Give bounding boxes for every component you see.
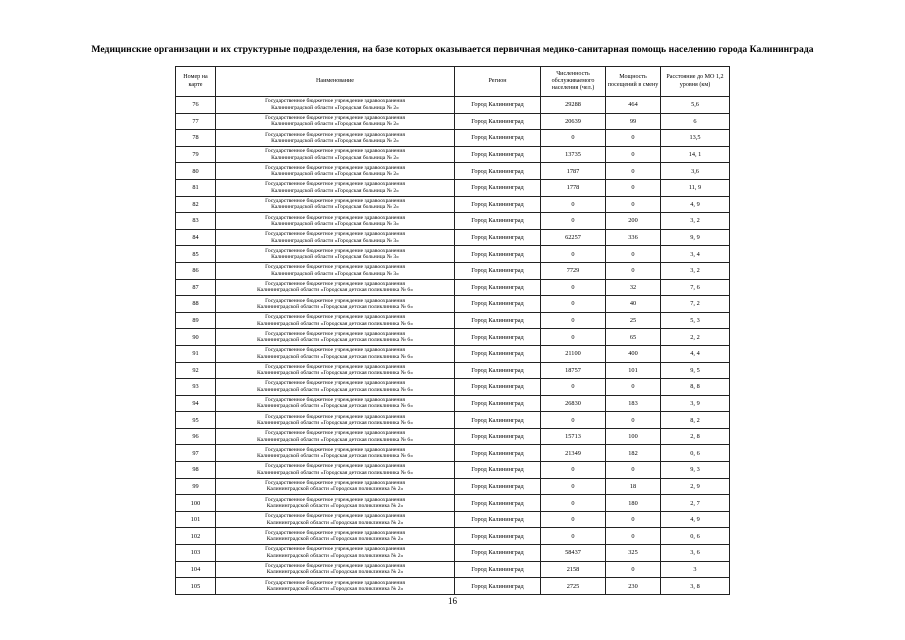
cell-region: Город Калининград — [455, 362, 541, 379]
cell-capacity: 100 — [606, 428, 661, 445]
cell-region: Город Калининград — [455, 229, 541, 246]
name-line-1: Государственное бюджетное учреждение здравоохранения — [265, 314, 405, 321]
cell-region: Город Калининград — [455, 196, 541, 213]
cell-population: 7729 — [541, 262, 606, 279]
name-line-2: Калининградской области «Городская больница № 2» — [271, 171, 399, 178]
table-row — [176, 362, 730, 379]
name-line-2: Калининградской области «Городская детская поликлиника № 6» — [256, 287, 413, 294]
name-line-2: Калининградской области «Городская поликлиника № 2» — [266, 569, 404, 576]
cell-name — [216, 113, 455, 130]
cell-capacity: 0 — [606, 130, 661, 147]
cell-name — [216, 196, 455, 213]
cell-capacity: 0 — [606, 379, 661, 396]
cell-population: 0 — [541, 495, 606, 512]
cell-distance: 3 — [661, 561, 730, 578]
cell-population: 0 — [541, 196, 606, 213]
cell-region: Город Калининград — [455, 561, 541, 578]
cell-population: 0 — [541, 312, 606, 329]
table-row — [176, 462, 730, 479]
cell-capacity: 0 — [606, 561, 661, 578]
cell-capacity: 336 — [606, 229, 661, 246]
name-line-2: Калининградской области «Городская больница № 3» — [271, 270, 399, 277]
cell-name — [216, 511, 455, 528]
cell-population: 0 — [541, 213, 606, 230]
cell-population: 0 — [541, 412, 606, 429]
cell-capacity: 0 — [606, 146, 661, 163]
cell-capacity: 0 — [606, 163, 661, 180]
name-line-2: Калининградской области «Городская больница № 3» — [271, 254, 399, 261]
name-line-1: Государственное бюджетное учреждение здравоохранения — [265, 330, 405, 337]
table-row — [176, 130, 730, 147]
table-row — [176, 545, 730, 562]
cell-name — [216, 130, 455, 147]
name-line-2: Калининградской области «Городская детская поликлиника № 6» — [256, 303, 413, 310]
cell-population: 0 — [541, 130, 606, 147]
cell-map-number: 99 — [176, 478, 216, 495]
cell-distance: 14, 1 — [661, 146, 730, 163]
table-row — [176, 179, 730, 196]
table-row — [176, 146, 730, 163]
cell-map-number: 87 — [176, 279, 216, 296]
cell-name — [216, 428, 455, 445]
name-line-1: Государственное бюджетное учреждение здравоохранения — [265, 264, 405, 271]
cell-population: 0 — [541, 296, 606, 313]
cell-name — [216, 97, 455, 114]
table-row — [176, 578, 730, 595]
cell-map-number: 81 — [176, 179, 216, 196]
table-row — [176, 296, 730, 313]
cell-region: Город Калининград — [455, 379, 541, 396]
cell-capacity: 0 — [606, 196, 661, 213]
cell-name — [216, 528, 455, 545]
cell-population: 13735 — [541, 146, 606, 163]
cell-map-number: 84 — [176, 229, 216, 246]
name-line-2: Калининградской области «Городская поликлиника № 2» — [266, 536, 404, 543]
name-line-1: Государственное бюджетное учреждение здравоохранения — [265, 579, 405, 586]
cell-capacity: 0 — [606, 262, 661, 279]
cell-population: 2158 — [541, 561, 606, 578]
cell-region: Город Калининград — [455, 395, 541, 412]
cell-capacity: 0 — [606, 462, 661, 479]
cell-distance: 5,6 — [661, 97, 730, 114]
cell-capacity: 325 — [606, 545, 661, 562]
cell-population: 0 — [541, 379, 606, 396]
table-row — [176, 561, 730, 578]
cell-capacity: 0 — [606, 528, 661, 545]
cell-capacity: 101 — [606, 362, 661, 379]
cell-name — [216, 179, 455, 196]
name-line-1: Государственное бюджетное учреждение здравоохранения — [265, 197, 405, 204]
cell-name — [216, 246, 455, 263]
cell-map-number: 83 — [176, 213, 216, 230]
cell-capacity: 99 — [606, 113, 661, 130]
cell-population: 21349 — [541, 445, 606, 462]
cell-region: Город Калининград — [455, 296, 541, 313]
cell-region: Город Калининград — [455, 312, 541, 329]
table-row — [176, 395, 730, 412]
name-line-1: Государственное бюджетное учреждение здравоохранения — [265, 231, 405, 238]
name-line-1: Государственное бюджетное учреждение здравоохранения — [265, 347, 405, 354]
cell-map-number: 92 — [176, 362, 216, 379]
cell-map-number: 100 — [176, 495, 216, 512]
name-line-2: Калининградской области «Городская больница № 2» — [271, 154, 399, 161]
cell-region: Город Калининград — [455, 478, 541, 495]
cell-distance: 4, 9 — [661, 196, 730, 213]
page-title: Медицинские организации и их структурные подразделения, на базе которых оказывается первичная медико-санитарная помощь населению города Калининграда — [91, 44, 814, 55]
table-row — [176, 329, 730, 346]
name-line-2: Калининградской области «Городская больница № 2» — [271, 137, 399, 144]
cell-distance: 11, 9 — [661, 179, 730, 196]
cell-name — [216, 279, 455, 296]
cell-name — [216, 561, 455, 578]
table-row — [176, 246, 730, 263]
table-row — [176, 495, 730, 512]
cell-distance: 5, 3 — [661, 312, 730, 329]
table-row — [176, 428, 730, 445]
name-line-1: Государственное бюджетное учреждение здравоохранения — [265, 513, 405, 520]
cell-name — [216, 296, 455, 313]
cell-population: 2725 — [541, 578, 606, 595]
cell-map-number: 76 — [176, 97, 216, 114]
cell-population: 0 — [541, 279, 606, 296]
name-line-2: Калининградской области «Городская больница № 3» — [271, 237, 399, 244]
cell-population: 0 — [541, 462, 606, 479]
cell-distance: 9, 9 — [661, 229, 730, 246]
cell-name — [216, 478, 455, 495]
cell-map-number: 77 — [176, 113, 216, 130]
cell-distance: 0, 6 — [661, 445, 730, 462]
cell-region: Город Калининград — [455, 578, 541, 595]
table-row — [176, 528, 730, 545]
name-line-1: Государственное бюджетное учреждение здравоохранения — [265, 496, 405, 503]
table-row — [176, 196, 730, 213]
cell-capacity: 40 — [606, 296, 661, 313]
cell-region: Город Калининград — [455, 545, 541, 562]
table-row — [176, 97, 730, 114]
name-line-2: Калининградской области «Городская больница № 3» — [271, 220, 399, 227]
cell-distance: 0, 6 — [661, 528, 730, 545]
cell-distance: 6 — [661, 113, 730, 130]
table-row — [176, 478, 730, 495]
cell-name — [216, 379, 455, 396]
cell-capacity: 18 — [606, 478, 661, 495]
name-line-2: Калининградской области «Городская детская поликлиника № 6» — [256, 453, 413, 460]
name-line-2: Калининградской области «Городская детская поликлиника № 6» — [256, 353, 413, 360]
table-row — [176, 345, 730, 362]
cell-map-number: 96 — [176, 428, 216, 445]
cell-capacity: 0 — [606, 246, 661, 263]
cell-name — [216, 146, 455, 163]
name-line-1: Государственное бюджетное учреждение здравоохранения — [265, 413, 405, 420]
name-line-1: Государственное бюджетное учреждение здравоохранения — [265, 247, 405, 254]
page-number: 16 — [448, 596, 457, 606]
table-row — [176, 379, 730, 396]
cell-region: Город Калининград — [455, 262, 541, 279]
cell-capacity: 65 — [606, 329, 661, 346]
cell-region: Город Калининград — [455, 163, 541, 180]
cell-name — [216, 395, 455, 412]
cell-name — [216, 262, 455, 279]
cell-population: 1778 — [541, 179, 606, 196]
cell-capacity: 25 — [606, 312, 661, 329]
name-line-1: Государственное бюджетное учреждение здравоохранения — [265, 164, 405, 171]
cell-distance: 3, 9 — [661, 395, 730, 412]
name-line-2: Калининградской области «Городская больница № 2» — [271, 204, 399, 211]
cell-name — [216, 445, 455, 462]
cell-population: 18757 — [541, 362, 606, 379]
cell-name — [216, 578, 455, 595]
name-line-2: Калининградской области «Городская больница № 2» — [271, 121, 399, 128]
cell-map-number: 90 — [176, 329, 216, 346]
name-line-2: Калининградской области «Городская поликлиника № 2» — [266, 486, 404, 493]
cell-capacity: 0 — [606, 412, 661, 429]
name-line-2: Калининградской области «Городская больница № 2» — [271, 104, 399, 111]
cell-name — [216, 462, 455, 479]
name-line-1: Государственное бюджетное учреждение здравоохранения — [265, 214, 405, 221]
name-line-2: Калининградской области «Городская детская поликлиника № 6» — [256, 320, 413, 327]
cell-distance: 2, 2 — [661, 329, 730, 346]
name-line-2: Калининградской области «Городская поликлиника № 2» — [266, 552, 404, 559]
cell-population: 20639 — [541, 113, 606, 130]
name-line-1: Государственное бюджетное учреждение здравоохранения — [265, 131, 405, 138]
cell-distance: 9, 3 — [661, 462, 730, 479]
cell-region: Город Калининград — [455, 345, 541, 362]
name-line-2: Калининградской области «Городская детская поликлиника № 6» — [256, 436, 413, 443]
cell-region: Город Калининград — [455, 528, 541, 545]
cell-name — [216, 412, 455, 429]
cell-map-number: 79 — [176, 146, 216, 163]
organizations-table — [175, 66, 730, 595]
cell-map-number: 91 — [176, 345, 216, 362]
cell-distance: 4, 9 — [661, 511, 730, 528]
cell-region: Город Калининград — [455, 329, 541, 346]
table-header-row — [176, 67, 730, 97]
cell-map-number: 103 — [176, 545, 216, 562]
name-line-2: Калининградской области «Городская больница № 2» — [271, 187, 399, 194]
name-line-1: Государственное бюджетное учреждение здравоохранения — [265, 446, 405, 453]
cell-name — [216, 213, 455, 230]
cell-map-number: 105 — [176, 578, 216, 595]
header-name: Наименование — [216, 67, 455, 97]
name-line-1: Государственное бюджетное учреждение здравоохранения — [265, 380, 405, 387]
cell-region: Город Калининград — [455, 279, 541, 296]
name-line-1: Государственное бюджетное учреждение здравоохранения — [265, 98, 405, 105]
cell-capacity: 0 — [606, 511, 661, 528]
cell-name — [216, 495, 455, 512]
cell-distance: 3, 8 — [661, 578, 730, 595]
cell-distance: 9, 5 — [661, 362, 730, 379]
cell-population: 0 — [541, 329, 606, 346]
cell-map-number: 95 — [176, 412, 216, 429]
name-line-1: Государственное бюджетное учреждение здравоохранения — [265, 114, 405, 121]
name-line-1: Государственное бюджетное учреждение здравоохранения — [265, 546, 405, 553]
cell-map-number: 89 — [176, 312, 216, 329]
cell-distance: 2, 7 — [661, 495, 730, 512]
cell-population: 0 — [541, 478, 606, 495]
cell-population: 58437 — [541, 545, 606, 562]
cell-region: Город Калининград — [455, 428, 541, 445]
header-capacity: Мощность посещений в смену — [606, 67, 661, 97]
cell-map-number: 97 — [176, 445, 216, 462]
cell-region: Город Калининград — [455, 495, 541, 512]
table-row — [176, 213, 730, 230]
cell-distance: 3, 2 — [661, 262, 730, 279]
cell-region: Город Калининград — [455, 146, 541, 163]
cell-name — [216, 329, 455, 346]
header-distance: Расстояние до МО 1,2 уровня (км) — [661, 67, 730, 97]
table-row — [176, 312, 730, 329]
cell-population: 21100 — [541, 345, 606, 362]
cell-region: Город Калининград — [455, 97, 541, 114]
cell-map-number: 88 — [176, 296, 216, 313]
name-line-1: Государственное бюджетное учреждение здравоохранения — [265, 563, 405, 570]
name-line-2: Калининградской области «Городская поликлиника № 2» — [266, 586, 404, 593]
cell-distance: 7, 2 — [661, 296, 730, 313]
cell-population: 0 — [541, 246, 606, 263]
name-line-1: Государственное бюджетное учреждение здравоохранения — [265, 397, 405, 404]
table-container — [175, 66, 729, 595]
cell-distance: 3, 6 — [661, 545, 730, 562]
table-row — [176, 445, 730, 462]
cell-distance: 2, 8 — [661, 428, 730, 445]
cell-map-number: 86 — [176, 262, 216, 279]
table-row — [176, 229, 730, 246]
cell-map-number: 94 — [176, 395, 216, 412]
name-line-2: Калининградской области «Городская поликлиника № 2» — [266, 503, 404, 510]
table-row — [176, 262, 730, 279]
header-region: Регион — [455, 67, 541, 97]
name-line-2: Калининградской области «Городская детская поликлиника № 6» — [256, 337, 413, 344]
cell-capacity: 400 — [606, 345, 661, 362]
cell-population: 26830 — [541, 395, 606, 412]
cell-map-number: 85 — [176, 246, 216, 263]
cell-map-number: 104 — [176, 561, 216, 578]
header-map-number: Номер на карте — [176, 67, 216, 97]
name-line-1: Государственное бюджетное учреждение здравоохранения — [265, 297, 405, 304]
cell-region: Город Калининград — [455, 412, 541, 429]
cell-map-number: 80 — [176, 163, 216, 180]
cell-distance: 7, 6 — [661, 279, 730, 296]
name-line-2: Калининградской области «Городская детская поликлиника № 6» — [256, 469, 413, 476]
cell-region: Город Калининград — [455, 246, 541, 263]
name-line-1: Государственное бюджетное учреждение здравоохранения — [265, 280, 405, 287]
cell-map-number: 93 — [176, 379, 216, 396]
name-line-1: Государственное бюджетное учреждение здравоохранения — [265, 480, 405, 487]
name-line-2: Калининградской области «Городская детская поликлиника № 6» — [256, 386, 413, 393]
cell-region: Город Калининград — [455, 445, 541, 462]
name-line-2: Калининградской области «Городская поликлиника № 2» — [266, 519, 404, 526]
cell-region: Город Калининград — [455, 462, 541, 479]
header-population: Численность обслуживаемого населения (чел.) — [541, 67, 606, 97]
cell-distance: 3,6 — [661, 163, 730, 180]
cell-capacity: 182 — [606, 445, 661, 462]
cell-map-number: 101 — [176, 511, 216, 528]
cell-name — [216, 545, 455, 562]
cell-region: Город Калининград — [455, 179, 541, 196]
cell-region: Город Калининград — [455, 511, 541, 528]
cell-map-number: 102 — [176, 528, 216, 545]
table-body — [176, 97, 730, 595]
cell-distance: 3, 4 — [661, 246, 730, 263]
cell-name — [216, 229, 455, 246]
cell-distance: 8, 8 — [661, 379, 730, 396]
name-line-2: Калининградской области «Городская детская поликлиника № 6» — [256, 370, 413, 377]
cell-capacity: 0 — [606, 179, 661, 196]
cell-capacity: 183 — [606, 395, 661, 412]
cell-map-number: 82 — [176, 196, 216, 213]
cell-population: 1787 — [541, 163, 606, 180]
cell-population: 29288 — [541, 97, 606, 114]
cell-population: 0 — [541, 528, 606, 545]
cell-capacity: 32 — [606, 279, 661, 296]
cell-map-number: 78 — [176, 130, 216, 147]
cell-capacity: 200 — [606, 213, 661, 230]
cell-distance: 8, 2 — [661, 412, 730, 429]
table-row — [176, 511, 730, 528]
table-row — [176, 113, 730, 130]
cell-population: 62257 — [541, 229, 606, 246]
cell-region: Город Калининград — [455, 130, 541, 147]
name-line-1: Государственное бюджетное учреждение здравоохранения — [265, 430, 405, 437]
name-line-1: Государственное бюджетное учреждение здравоохранения — [265, 148, 405, 155]
cell-name — [216, 312, 455, 329]
cell-capacity: 464 — [606, 97, 661, 114]
name-line-1: Государственное бюджетное учреждение здравоохранения — [265, 463, 405, 470]
cell-population: 15713 — [541, 428, 606, 445]
name-line-2: Калининградской области «Городская детская поликлиника № 6» — [256, 420, 413, 427]
cell-capacity: 180 — [606, 495, 661, 512]
cell-capacity: 230 — [606, 578, 661, 595]
cell-distance: 2, 9 — [661, 478, 730, 495]
cell-region: Город Калининград — [455, 213, 541, 230]
cell-distance: 13,5 — [661, 130, 730, 147]
name-line-1: Государственное бюджетное учреждение здравоохранения — [265, 529, 405, 536]
cell-name — [216, 362, 455, 379]
name-line-2: Калининградской области «Городская детская поликлиника № 6» — [256, 403, 413, 410]
name-line-1: Государственное бюджетное учреждение здравоохранения — [265, 363, 405, 370]
cell-distance: 3, 2 — [661, 213, 730, 230]
cell-region: Город Калининград — [455, 113, 541, 130]
cell-population: 0 — [541, 511, 606, 528]
cell-name — [216, 163, 455, 180]
table-row — [176, 163, 730, 180]
cell-map-number: 98 — [176, 462, 216, 479]
cell-distance: 4, 4 — [661, 345, 730, 362]
cell-name — [216, 345, 455, 362]
table-row — [176, 279, 730, 296]
name-line-1: Государственное бюджетное учреждение здравоохранения — [265, 181, 405, 188]
table-row — [176, 412, 730, 429]
